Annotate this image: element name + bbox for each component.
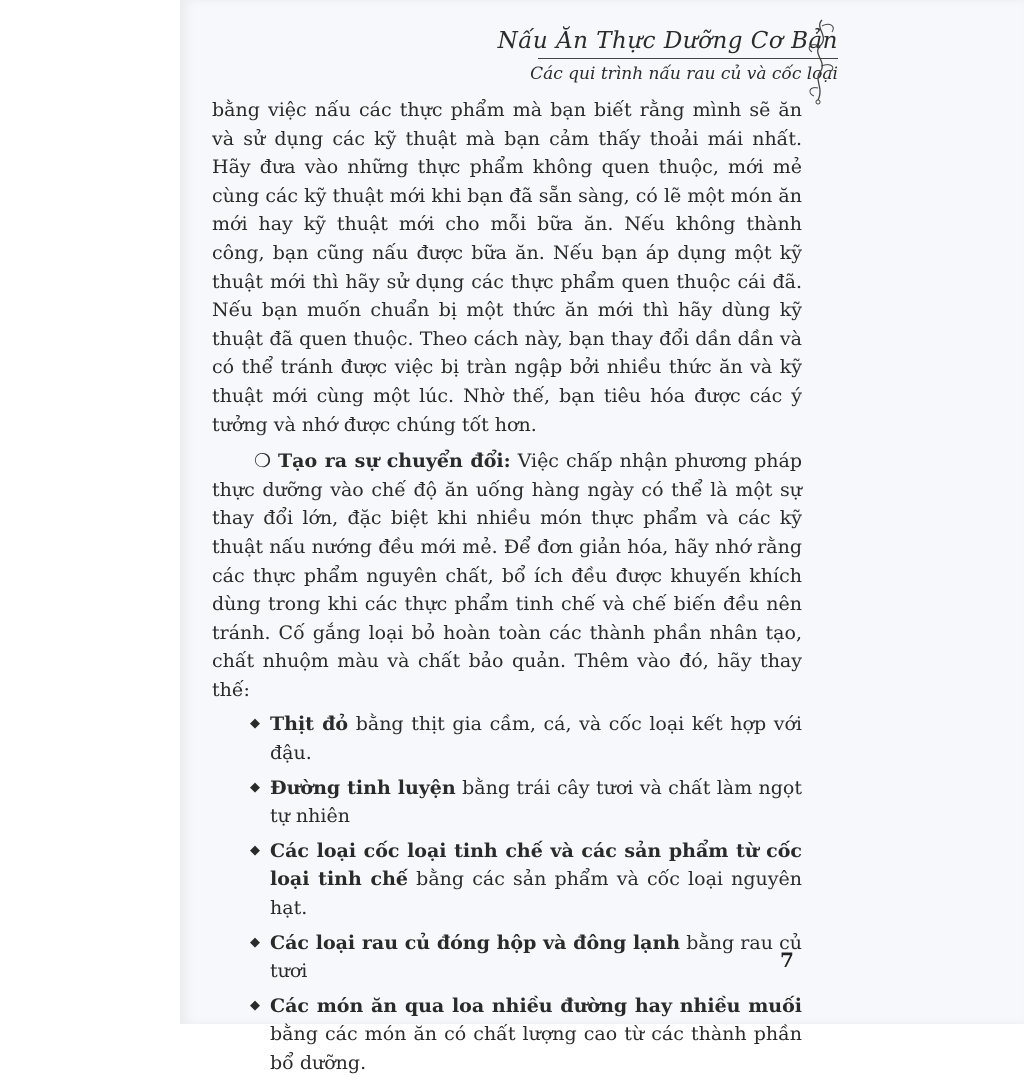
diamond-bullet-icon: ◆ [250, 716, 260, 732]
vine-ornament-icon [802, 16, 842, 106]
list-item [212, 837, 802, 923]
tip-text: Việc chấp nhận phương pháp thực dưỡng vào chế độ ăn uống hàng ngày có thể là một sự thay đổi lớn, đặc biệt khi nhiều món thực phẩm và các kỹ thuật nấu nướng đều mới mẻ. Để đơn giản hóa, hãy nhớ rằng các thực phẩm nguyên chất, bổ ích đều được khuyến khích dùng trong khi các thực phẩm tinh chế và chế biến đều nên tránh. Cố gắng loại bỏ hoàn toàn các thành phần nhân tạo, chất nhuộm màu và chất bảo quản. Thêm vào đó, hãy thay thế: [212, 450, 803, 701]
list-item [212, 774, 802, 831]
list-item [212, 992, 802, 1078]
diamond-bullet-icon: ◆ [250, 997, 260, 1013]
substitution-list [212, 710, 802, 1077]
diamond-bullet-icon: ◆ [250, 779, 260, 795]
list-item-text: bằng thịt gia cầm, cá, và cốc loại kết hợp với đậu. [270, 713, 802, 765]
diamond-bullet-icon: ◆ [250, 842, 260, 858]
body-paragraph: bằng việc nấu các thực phẩm mà bạn biết rằng mình sẽ ăn và sử dụng các kỹ thuật mà bạn cảm thấy thoải mái nhất. Hãy đưa vào những thực phẩm không quen thuộc, mới mẻ cùng các kỹ thuật mới khi bạn đã sẵn sàng, có lẽ một món ăn mới hay kỹ thuật mới cho mỗi bữa ăn. Nếu không thành công, bạn cũng nấu được bữa ăn. Nếu bạn áp dụng một kỹ thuật mới thì hãy sử dụng các thực phẩm quen thuộc cái đã. Nếu bạn muốn chuẩn bị một thức ăn mới thì hãy dùng kỹ thuật đã quen thuộc. Theo cách này, bạn thay đổi dần dần và có thể tránh được việc bị tràn ngập bởi nhiều thức ăn và kỹ thuật mới cùng một lúc. Nhờ thế, bạn tiêu hóa được các ý tưởng và nhớ được chúng tốt hơn. [212, 99, 802, 436]
list-item-text: bằng trái cây tươi và chất làm ngọt tự nhiên [270, 776, 802, 828]
diamond-bullet-icon: ◆ [250, 934, 260, 950]
circle-marker-icon: ❍ [254, 450, 272, 473]
header-subtitle: Các qui trình nấu rau củ và cốc loại [530, 64, 838, 84]
list-item-bold: Các loại rau củ đóng hộp và đông lạnh [270, 931, 681, 954]
header-title: Nấu Ăn Thực Dưỡng Cơ Bản [497, 28, 838, 54]
list-item-bold: Đường tinh luyện [270, 776, 456, 799]
page-content [212, 96, 802, 1084]
list-item-text: bằng các món ăn có chất lượng cao từ các thành phần bổ dưỡng. [270, 1023, 802, 1074]
list-item-bold: Các loại cốc loại tinh chế và các sản phẩm từ cốc loại tinh chế [270, 839, 802, 891]
page-number: 7 [780, 948, 794, 972]
list-item-bold: Thịt đỏ [270, 713, 349, 736]
list-item [212, 710, 802, 767]
list-item-text: bằng rau củ tươi [270, 931, 802, 983]
list-item-text: bằng các sản phẩm và cốc loại nguyên hạt. [270, 868, 802, 920]
header-rule [538, 58, 838, 59]
tip-paragraph [212, 447, 802, 704]
list-item [212, 929, 802, 986]
tip-heading: Tạo ra sự chuyển đổi: [278, 450, 511, 473]
running-header [498, 26, 838, 85]
list-item-bold: Các món ăn qua loa nhiều đường hay nhiều muối [270, 994, 802, 1017]
